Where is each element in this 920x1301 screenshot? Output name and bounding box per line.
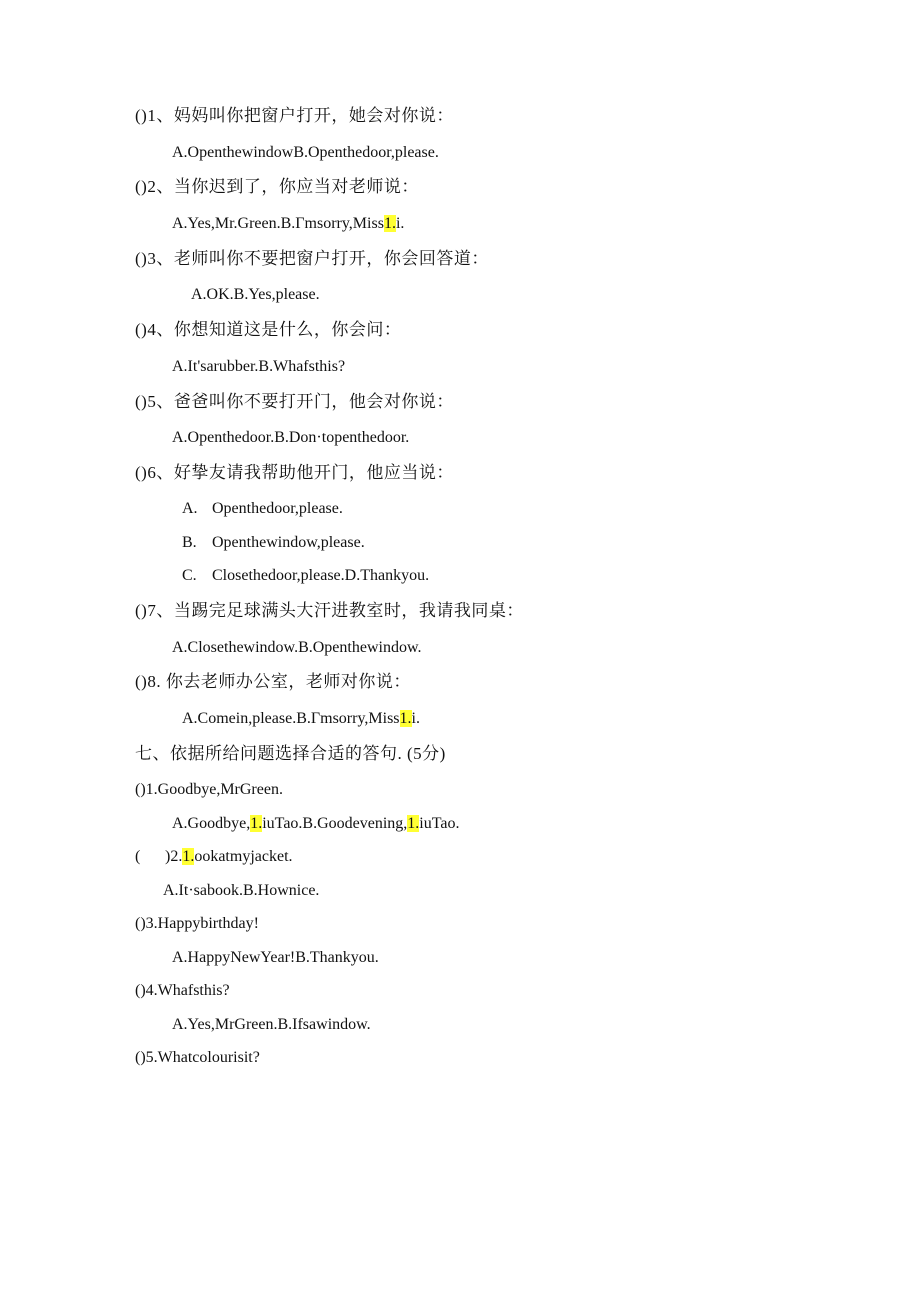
s7-question-5-stem: ()5.Whatcolourisit? [135,1049,260,1066]
question-3-stem: ()3、老师叫你不要把窗户打开，你会回答道： [135,249,489,268]
section-7-heading: 七、依据所给问题选择合适的答句. (5分) [135,744,446,763]
question-6-option-c-text: Closethedoor,please.D.Thankyou. [212,567,430,584]
s7-question-1-options [172,814,460,834]
question-4-options: A.It'sarubber.B.Whafsthis? [172,358,346,375]
question-7-options: A.Closethewindow.B.Openthewindow. [172,639,422,656]
question-7-stem: ()7、当踢完足球满头大汗进教室时，我请我同桌： [135,601,524,620]
option-text: A.Goodbye, [172,815,251,832]
s7-question-2-options: A.It·sabook.B.Hownice. [163,882,320,899]
highlight-mark: 1. [399,710,412,727]
question-6-option-c-label: C. [182,567,197,584]
question-6-option-b-text: Openthewindow,please. [212,534,365,551]
s7-question-3-stem: ()3.Happybirthday! [135,915,259,932]
question-1-options: A.OpenthewindowB.Openthedoor,please. [172,144,439,161]
option-text: iuTao. [262,815,303,832]
s7-question-4-stem: ()4.Whafsthis? [135,982,230,999]
option-text: A.Yes,Mr.Green.B.Γmsorry,Miss [172,215,384,232]
question-2-options [172,214,404,234]
answer-paren-open: ( [135,848,141,865]
question-6-option-a-label: A. [182,500,198,517]
question-8-stem: ()8. 你去老师办公室，老师对你说： [135,672,411,691]
highlight-mark: 1. [250,815,263,832]
question-4-stem: ()4、你想知道这是什么，你会问： [135,320,402,339]
s7-question-3-options: A.HappyNewYear!B.Thankyou. [172,949,379,966]
option-text: i. [411,710,420,727]
s7-question-2-stem [135,847,293,867]
s7-question-4-options: A.Yes,MrGreen.B.Ifsawindow. [172,1016,371,1033]
question-8-options [182,709,420,729]
option-text: iuTao. [419,815,460,832]
answer-paren-close: )2. [165,848,183,865]
stem-text: ookatmyjacket. [194,848,293,865]
question-5-options: A.Openthedoor.B.Don·topenthedoor. [172,429,410,446]
highlight-mark: 1. [407,815,420,832]
question-6-option-a-text: Openthedoor,please. [212,500,343,517]
option-text: A.Comein,please.B.Γmsorry,Miss [182,710,400,727]
highlight-mark: 1. [383,215,396,232]
option-text: i. [395,215,405,232]
option-text: B.Goodevening, [302,815,408,832]
question-5-stem: ()5、爸爸叫你不要打开门，他会对你说： [135,392,454,411]
question-1-stem: ()1、妈妈叫你把窗户打开，她会对你说： [135,106,454,125]
question-2-stem: ()2、当你迟到了，你应当对老师说： [135,177,419,196]
question-6-option-b-label: B. [182,534,197,551]
question-3-options: A.OK.B.Yes,please. [191,286,320,303]
question-6-stem: ()6、好挚友请我帮助他开门，他应当说： [135,463,454,482]
s7-question-1-stem: ()1.Goodbye,MrGreen. [135,781,283,798]
highlight-mark: 1. [182,848,195,865]
